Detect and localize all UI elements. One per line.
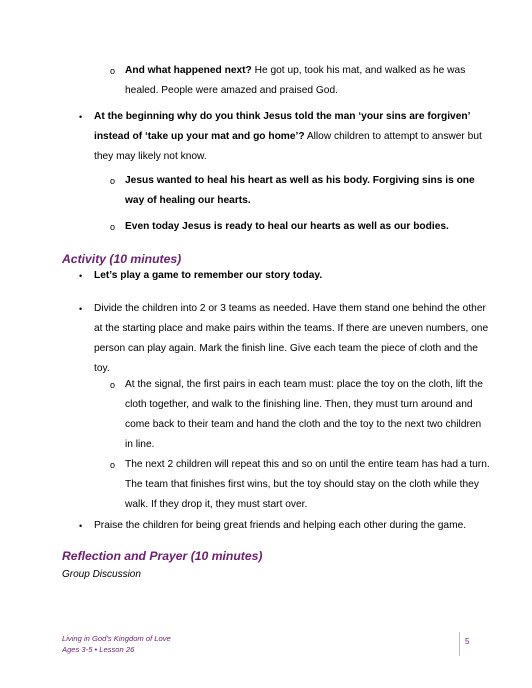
sub-bullet-marker: o [110,222,116,232]
footer-title: Living in God’s Kingdom of Love [62,634,171,643]
answer-bold-line: Even today Jesus is ready to heal our hearts as well as our bodies. [125,221,449,232]
text-line: Divide the children into 2 or 3 teams as needed. Have them stand one behind the other [94,303,486,314]
bold-question: And what happened next? [125,65,252,76]
sub-bullet-marker: o [110,66,116,76]
sub-bullet-marker: o [110,460,116,470]
bullet-marker: • [79,304,83,314]
answer-text: He got up, took his mat, and walked as he was [251,65,466,76]
sub-bullet-text [125,375,483,455]
text-line: toy. [94,363,110,374]
bullet-text [94,266,322,286]
bold-question: At the beginning why do you think Jesus told the man ‘your sins are forgiven’ [94,111,471,122]
bullet-text [94,299,488,379]
text-line: Praise the children for being great friends and helping each other during the game. [94,520,467,531]
sub-bullet-text [125,61,465,101]
footer-divider [459,632,460,656]
sub-bullet-text [125,171,475,211]
bullet-text [94,516,466,536]
bullet-text [94,107,482,167]
bullet-marker: • [79,521,83,531]
group-discussion-label: Group Discussion [62,569,141,580]
text-line: in line. [125,439,155,450]
text-line: cloth together, and walk to the finishing line. Then, they must turn around and [125,399,473,410]
section-heading-reflection: Reflection and Prayer (10 minutes) [62,549,263,563]
bullet-marker: • [79,271,83,281]
sub-bullet-text [125,217,449,237]
instruction-text-line: they may likely not know. [94,151,207,162]
text-line: The next 2 children will repeat this and so on until the entire team has had a turn. [125,459,490,470]
section-heading-activity: Activity (10 minutes) [62,252,182,266]
instruction-text: Allow children to attempt to answer but [304,131,482,142]
sub-bullet-marker: o [110,380,116,390]
bullet-marker: • [79,112,83,122]
text-line: At the signal, the first pairs in each team must: place the toy on the cloth, lift the [125,379,483,390]
sub-bullet-marker: o [110,176,116,186]
text-line: walk. If they drop it, they must start over. [125,499,308,510]
text-line: come back to their team and hand the cloth and the toy to the next two children [125,419,482,430]
answer-text-line: healed. People were amazed and praised God. [125,85,338,96]
bold-line: Let’s play a game to remember our story today. [94,270,323,281]
bold-question-cont: instead of ‘take up your mat and go home’? [94,131,305,142]
text-line: The team that finishes first wins, but the toy should stay on the cloth while they [125,479,479,490]
text-line: at the starting place and make pairs within the teams. If there are uneven numbers, one [94,323,489,334]
footer-subtitle: Ages 3-5 • Lesson 26 [62,645,135,654]
answer-bold-line: Jesus wanted to heal his heart as well as his body. Forgiving sins is one [125,175,475,186]
page-number: 5 [465,637,470,646]
sub-bullet-text [125,455,490,515]
answer-bold-line: way of healing our hearts. [125,195,251,206]
text-line: person can play again. Mark the finish line. Give each team the piece of cloth and the [94,343,478,354]
